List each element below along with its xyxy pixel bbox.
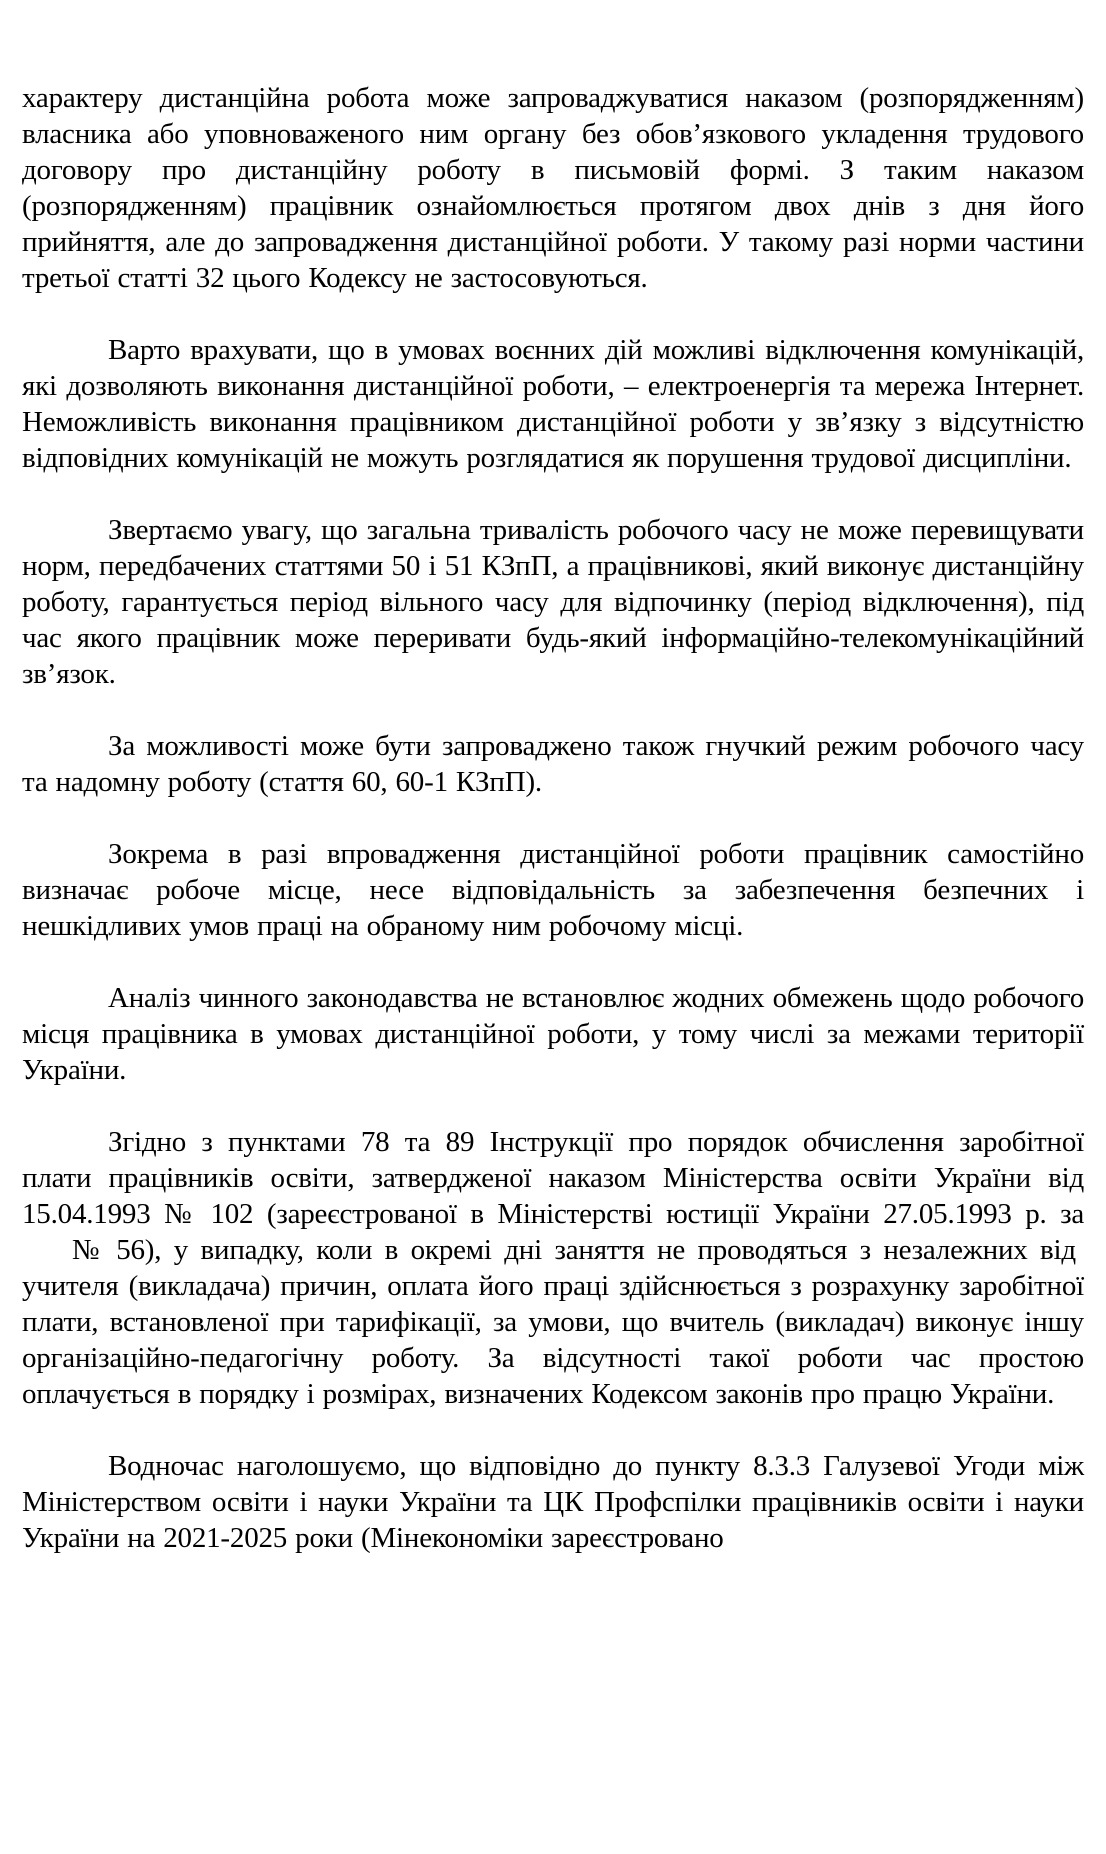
paragraph-continuation: характеру дистанційна робота може запроваджуватися наказом (розпорядженням) власника або уповноваженого ним органу без обов’язкового укладення трудового договору про дистанційну роботу в письмовій формі. З таким наказом (розпорядженням) працівник ознайомлюється протягом двох днів з дня його прийняття, але до запровадження дистанційної роботи. У такому разі норми частини третьої статті 32 цього Кодексу не застосовуються.	[22, 82, 1084, 294]
paragraph-instruction-78-89: Згідно з пунктами 78 та 89 Інструкції про порядок обчислення заробітної плати працівників освіти, затвердженої наказом Міністерства освіти України від 15.04.1993 № 102 (зареєстрованої в Міністерстві юстиції України 27.05.1993 р. за № 56), у випадку, коли в окремі дні заняття не проводяться з незалежних від учителя (викладача) причин, оплата його праці здійснюється з розрахунку заробітної плати, встановленої при тарифікації, за умови, що вчитель (викладач) виконує іншу організаційно-педагогічну роботу. За відсутності такої роботи час простою оплачується в порядку і розмірах, визначених Кодексом законів про працю України.	[22, 1126, 1084, 1410]
paragraph-flexible-schedule: За можливості може бути запроваджено також гнучкий режим робочого часу та надомну роботу (стаття 60, 60-1 КЗпП).	[22, 730, 1084, 798]
paragraph-no-restrictions: Аналіз чинного законодавства не встановлює жодних обмежень щодо робочого місця працівника в умовах дистанційної роботи, у тому числі за межами території України.	[22, 982, 1084, 1086]
paragraph-working-hours: Звертаємо увагу, що загальна тривалість робочого часу не може перевищувати норм, передбачених статтями 50 і 51 КЗпП, а працівникові, який виконує дистанційну роботу, гарантується період вільного часу для відпочинку (період відключення), під час якого працівник може переривати будь-який інформаційно-телекомунікаційний зв’язок.	[22, 514, 1084, 690]
paragraph-workplace-choice: Зокрема в разі впровадження дистанційної роботи працівник самостійно визначає робоче місце, несе відповідальність за забезпечення безпечних і нешкідливих умов праці на обраному ним робочому місці.	[22, 838, 1084, 942]
paragraph-sectoral-agreement: Водночас наголошуємо, що відповідно до пункту 8.3.3 Галузевої Угоди між Міністерством освіти і науки України та ЦК Профспілки працівників освіти і науки України на 2021-2025 роки (Мінекономіки зареєстровано	[22, 1450, 1084, 1554]
paragraph-wartime-communications: Варто врахувати, що в умовах воєнних дій можливі відключення комунікацій, які дозволяють виконання дистанційної роботи, – електроенергія та мережа Інтернет. Неможливість виконання працівником дистанційної роботи у зв’язку з відсутністю відповідних комунікацій не можуть розглядатися як порушення трудової дисципліни.	[22, 334, 1084, 474]
